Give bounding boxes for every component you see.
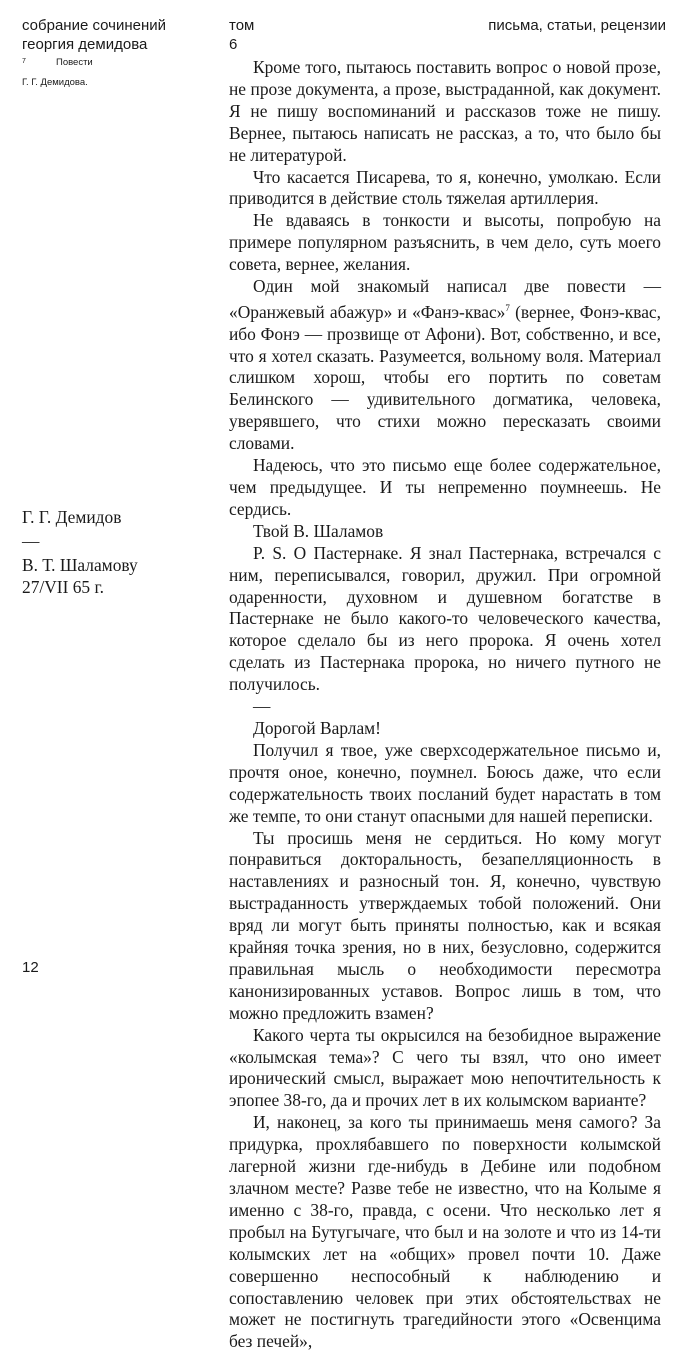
paragraph: Какого черта ты окрысился на безобидное выражение «колымская тема»? С чего ты взял, что оно имеет иронический смысл, выражает мою непочтительность к эпопее 38-го, да и прочих лет в их колымском варианте? <box>229 1024 661 1111</box>
volume-number: 6 <box>229 36 238 53</box>
page-number: 12 <box>22 959 39 976</box>
footnote-text-line2: Г. Г. Демидова. <box>22 77 88 88</box>
letter-meta <box>22 506 207 598</box>
paragraph-text: (вернее, Фонэ-квас, ибо Фонэ — прозвище от Афони). Вот, собственно, и все, что я хотел сказать. Разумеется, вольному воля. Материал слишком хорош, чтобы его портить по советам Белинского — удивительного догматика, человека, уверявшего, что стихи можно пересказать своими словами. <box>229 301 661 454</box>
paragraph: И, наконец, за кого ты принимаешь меня самого? За придурка, прохлябавшего по поверхности колымской лагерной жизни где-нибудь в Дебине или подобном злачном месте? Разве тебе не известно, что на Колыме я именно с 38-го, правда, с осени. Что несколько лет я пробыл на Бутугычаге, что был и на золоте и что из 14-ти колымских лет на «общих» провел почти 10. Даже совершенно неспособный к наблюдению и сопоставлению человек при этих обстоятельствах не может не постигнуть трагедийности этого «Освенцима без печей», <box>229 1112 661 1352</box>
paragraph <box>229 276 661 455</box>
greeting: Дорогой Варлам! <box>253 717 381 738</box>
letter-sender: Г. Г. Демидов <box>22 507 122 527</box>
main-text-column <box>229 57 661 1353</box>
paragraph: Надеюсь, что это письмо еще более содержательное, чем предыдущее. И ты непременно поумнеешь. Не сердись. <box>229 455 661 519</box>
paragraph: Ты просишь меня не сердиться. Но кому могут понравиться докторальность, безапелляционность в наставлениях и разносный тон. Я, конечно, чувствую выстраданность утверждаемых тобой положений. Они вряд ли могут быть приняты полностью, как и всякая крайняя точка зрения, но в них, безусловно, содержится правильная мысль о необходимости пересмотра канонизированных уставов. Вопрос лишь в том, что можно предложить взамен? <box>229 827 661 1023</box>
collection-title-line1: собрание сочинений <box>22 17 167 34</box>
signature: Твой В. Шаламов <box>253 520 384 541</box>
paragraph: Что касается Писарева, то я, конечно, умолкаю. Если приводится в действие столь тяжелая артиллерия. <box>229 166 661 209</box>
separator-dash: — <box>253 696 271 717</box>
volume-label <box>229 16 254 54</box>
section-title: письма, статьи, рецензии <box>488 17 666 34</box>
paragraph: Не вдаваясь в тонкости и высоты, попробую на примере популярном разъяснить, в чем дело, суть моего совета, вернее, желания. <box>229 210 661 275</box>
collection-title <box>22 16 166 54</box>
footnote-text-line1: Повести <box>56 57 93 68</box>
letter-recipient: В. Т. Шаламову <box>22 555 138 575</box>
volume-word: том <box>229 17 255 34</box>
paragraph: Кроме того, пытаюсь поставить вопрос о новой прозе, не прозе документа, а прозе, выстраданной, как документ. Я не пишу воспоминаний и рассказов тоже не пишу. Вернее, пытаюсь написать не рассказ, а то, что было бы не литературой. <box>229 57 661 165</box>
footnote-ref: 7 <box>505 302 510 313</box>
footnote <box>22 56 93 88</box>
collection-title-line2: георгия демидова <box>22 36 148 53</box>
postscript: P. S. О Пастернаке. Я знал Пастернака, встречался с ним, переписывался, говорил, дружил. При огромной одаренности, духовном и душевном богатстве в Пастернаке не было какого-то человеческого качества, которое сделало бы из него пророка. Я очень хотел сделать из Пастернака пророка, но ничего путного не получилось. <box>229 542 661 695</box>
letter-date: 27/VII 65 г. <box>22 577 104 597</box>
meta-dash: — <box>22 531 40 551</box>
footnote-number: 7 <box>22 58 26 65</box>
paragraph: Получил я твое, уже сверхсодержательное письмо и, прочтя оное, конечно, поумнел. Боюсь даже, что если содержательность твоих посланий будет нарастать в том же темпе, то они станут опасными для нашей переписки. <box>229 739 661 826</box>
paragraph-text: Один мой знакомый написал две повести — «Оранжевый абажур» и «Фанэ-квас» <box>229 276 661 322</box>
